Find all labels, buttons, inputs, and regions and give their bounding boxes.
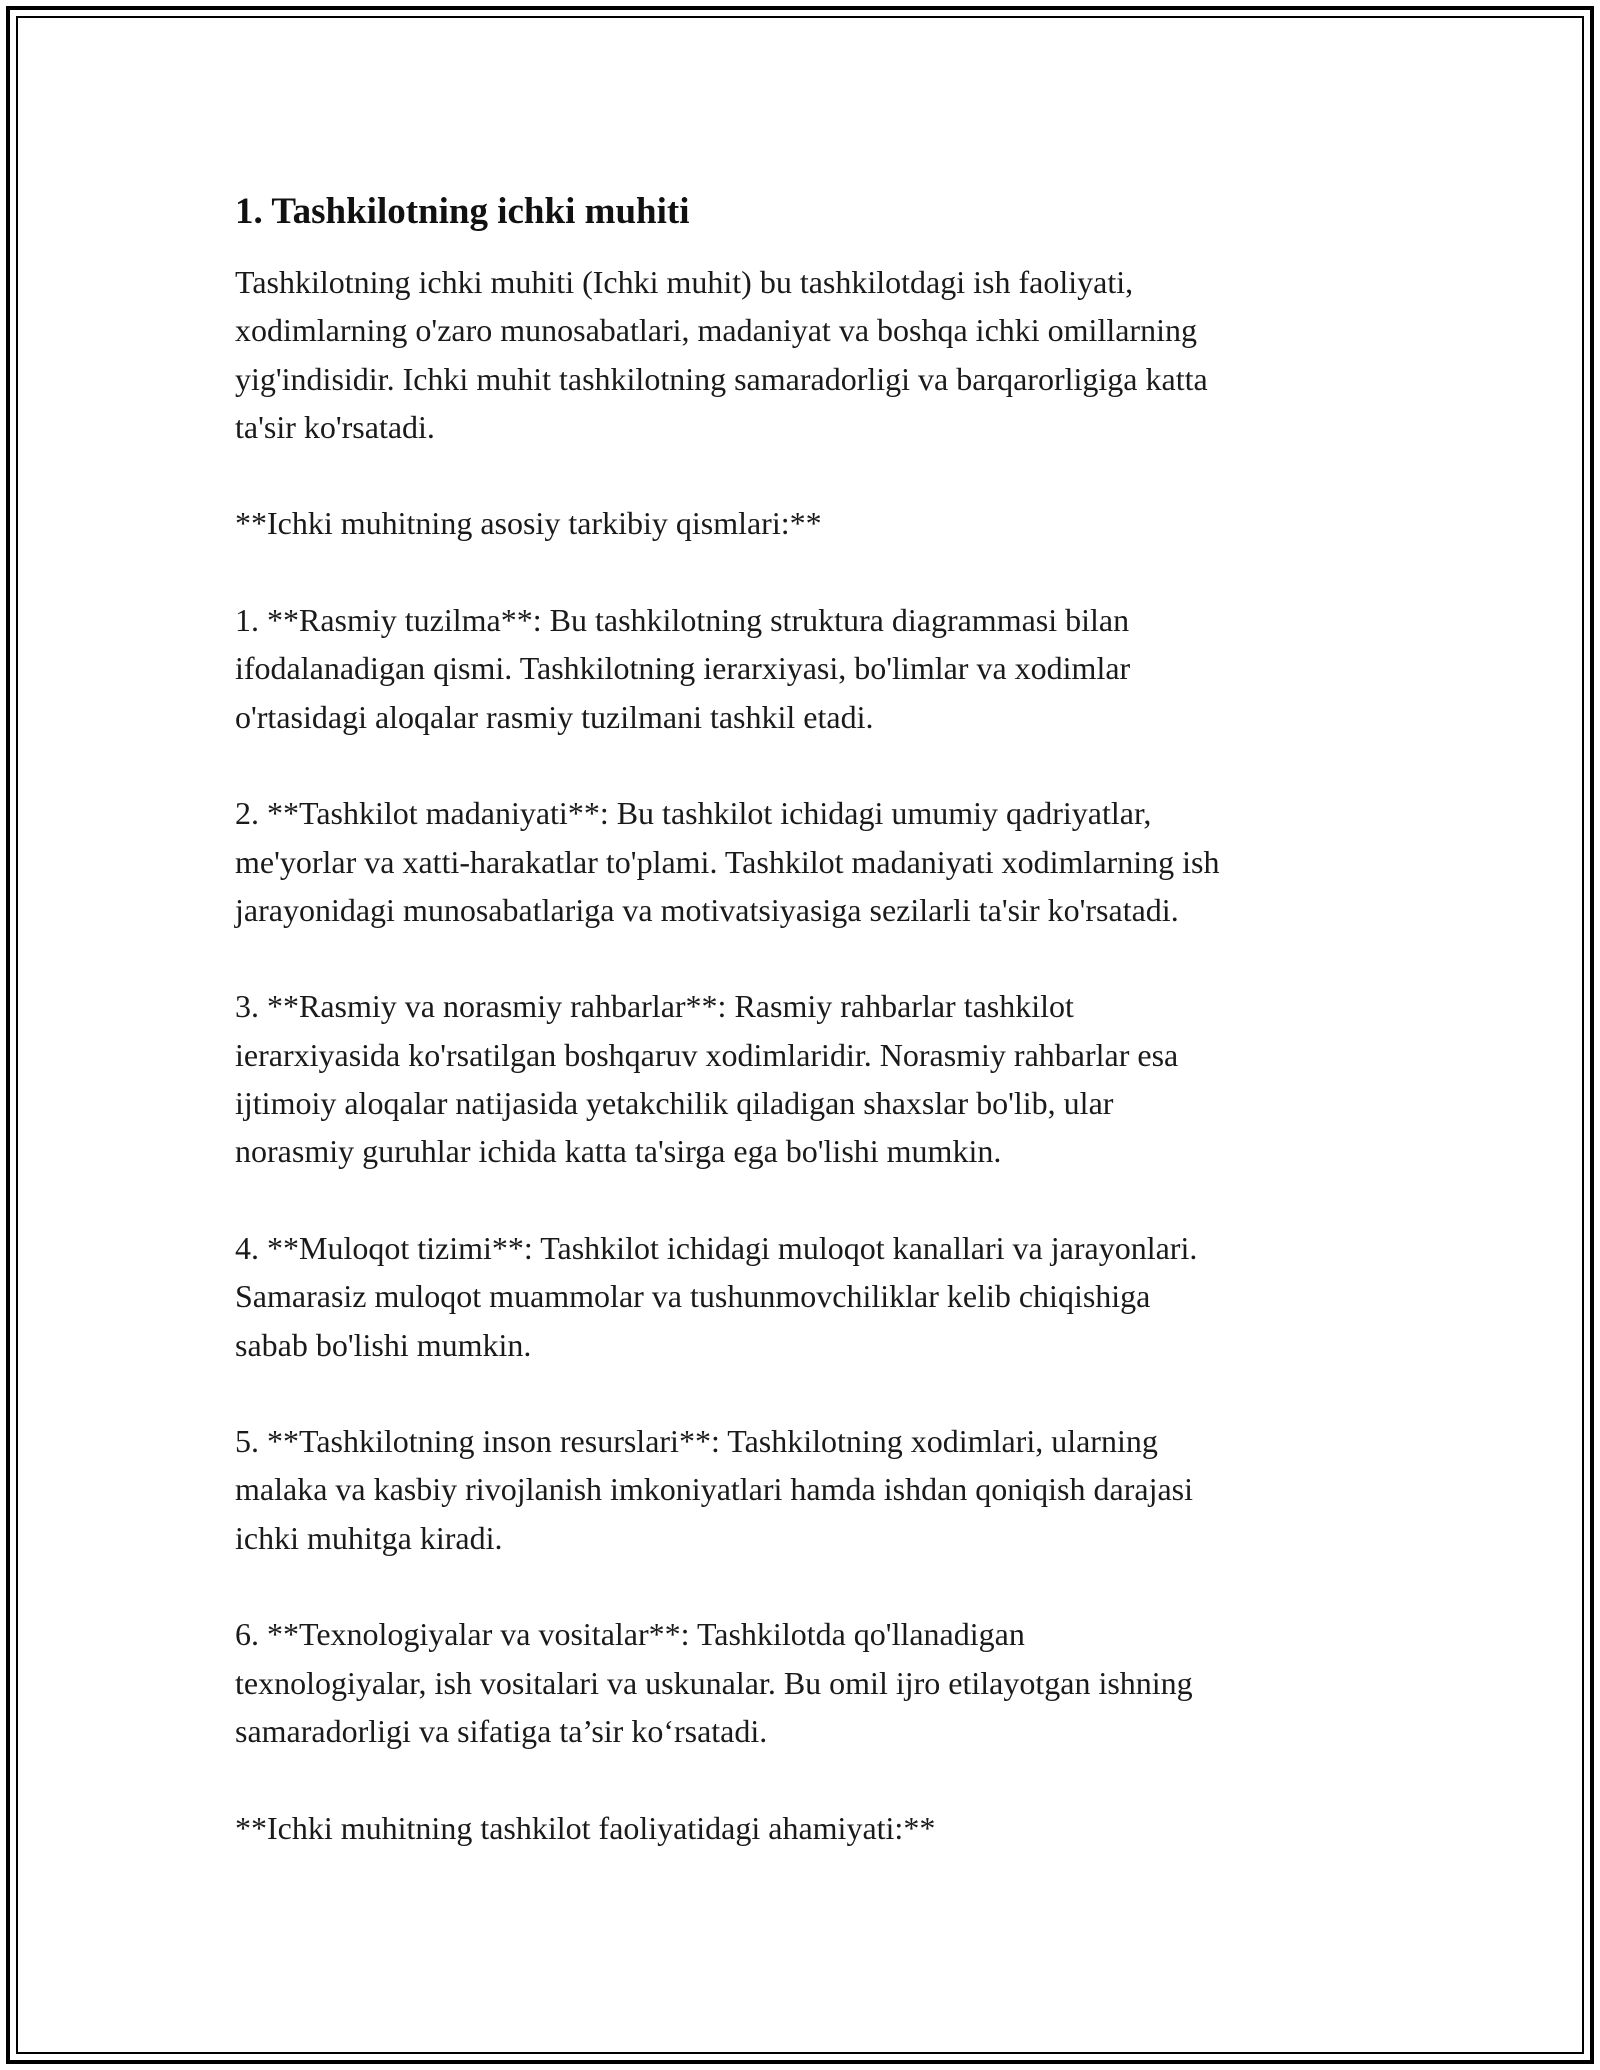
section-heading: 1. Tashkilotning ichki muhiti	[235, 191, 690, 232]
list-item: 1. **Rasmiy tuzilma**: Bu tashkilotning struktura diagrammasi bilan ifodalanadigan qismi. Tashkilotning ierarxiyasi, bo'limlar va xodimlar o'rtasidagi aloqalar rasmiy tuzilmani tashkil etadi.	[235, 602, 1131, 735]
list-item: 6. **Texnologiyalar va vositalar**: Tashkilotda qo'llanadigan texnologiyalar, ish vositalari va uskunalar. Bu omil ijro etilayotgan ishning samaradorligi va sifatiga ta’sir ko‘rsatadi.	[235, 1616, 1193, 1749]
importance-subheading: **Ichki muhitning tashkilot faoliyatidagi ahamiyati:**	[235, 1809, 936, 1846]
list-item: 3. **Rasmiy va norasmiy rahbarlar**: Rasmiy rahbarlar tashkilot ierarxiyasida ko'rsatilgan boshqaruv xodimlaridir. Norasmiy rahbarlar esa ijtimoiy aloqalar natijasida yetakchilik qiladigan shaxslar bo'lib, ular norasmiy guruhlar ichida katta ta'sirga ega bo'lishi mumkin.	[235, 988, 1179, 1170]
list-item: 5. **Tashkilotning inson resurslari**: Tashkilotning xodimlari, ularning malaka va kasbiy rivojlanish imkoniyatlari hamda ishdan qoniqish darajasi ichki muhitga kiradi.	[235, 1423, 1193, 1556]
intro-paragraph: Tashkilotning ichki muhiti (Ichki muhit) bu tashkilotdagi ish faoliyati, xodimlarning o'zaro munosabatlari, madaniyat va boshqa ichki omillarning yig'indisidir. Ichki muhit tashkilotning samaradorligi va barqarorligiga katta ta'sir ko'rsatadi.	[235, 264, 1208, 445]
components-subheading: **Ichki muhitning asosiy tarkibiy qismlari:**	[235, 505, 822, 542]
document-body	[235, 188, 1385, 1900]
list-item: 2. **Tashkilot madaniyati**: Bu tashkilot ichidagi umumiy qadriyatlar, me'yorlar va xatti-harakatlar to'plami. Tashkilot madaniyati xodimlarning ish jarayonidagi munosabatlariga va motivatsiyasiga sezilarli ta'sir ko'rsatadi.	[235, 795, 1220, 928]
list-item: 4. **Muloqot tizimi**: Tashkilot ichidagi muloqot kanallari va jarayonlari. Samarasiz muloqot muammolar va tushunmovchiliklar kelib chiqishiga sabab bo'lishi mumkin.	[235, 1229, 1198, 1363]
